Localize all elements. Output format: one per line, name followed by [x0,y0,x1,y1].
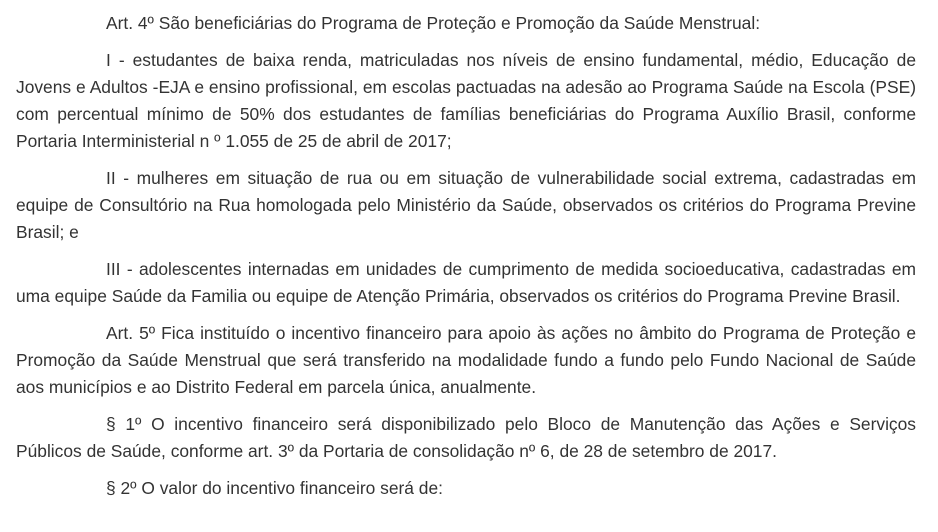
article-5-heading: Art. 5º Fica instituído o incentivo financeiro para apoio às ações no âmbito do Programa de Proteção e Promoção da Saúde Menstrual que será transferido na modalidade fundo a fundo pelo Fundo Nacional de Saúde aos municípios e ao Distrito Federal em parcela única, anualmente. [16,323,916,397]
article-4-item-ii: II - mulheres em situação de rua ou em situação de vulnerabilidade social extrema, cadastradas em equipe de Consultório na Rua homologada pelo Ministério da Saúde, observados os critérios do Programa Previne Brasil; e [16,168,916,242]
article-5-paragraph-1: § 1º O incentivo financeiro será disponibilizado pelo Bloco de Manutenção das Ações e Serviços Públicos de Saúde, conforme art. 3º da Portaria de consolidação nº 6, de 28 de setembro de 2017. [16,414,916,461]
article-4-heading: Art. 4º São beneficiárias do Programa de Proteção e Promoção da Saúde Menstrual: [106,13,761,33]
article-5-paragraph-2: § 2º O valor do incentivo financeiro será de: [106,478,443,498]
article-4-item-i: I - estudantes de baixa renda, matriculadas nos níveis de ensino fundamental, médio, Educação de Jovens e Adultos -EJA e ensino profissional, em escolas pactuadas na adesão ao Programa Saúde na Escola (PSE) com percentual mínimo de 50% dos estudantes de famílias beneficiárias do Programa Auxílio Brasil, conforme Portaria Interministerial n º 1.055 de 25 de abril de 2017; [16,50,916,151]
article-4-item-iii: III - adolescentes internadas em unidades de cumprimento de medida socioeducativa, cadastradas em uma equipe Saúde da Familia ou equipe de Atenção Primária, observados os critérios do Programa Previne Brasil. [16,259,916,306]
document-body [16,10,916,502]
